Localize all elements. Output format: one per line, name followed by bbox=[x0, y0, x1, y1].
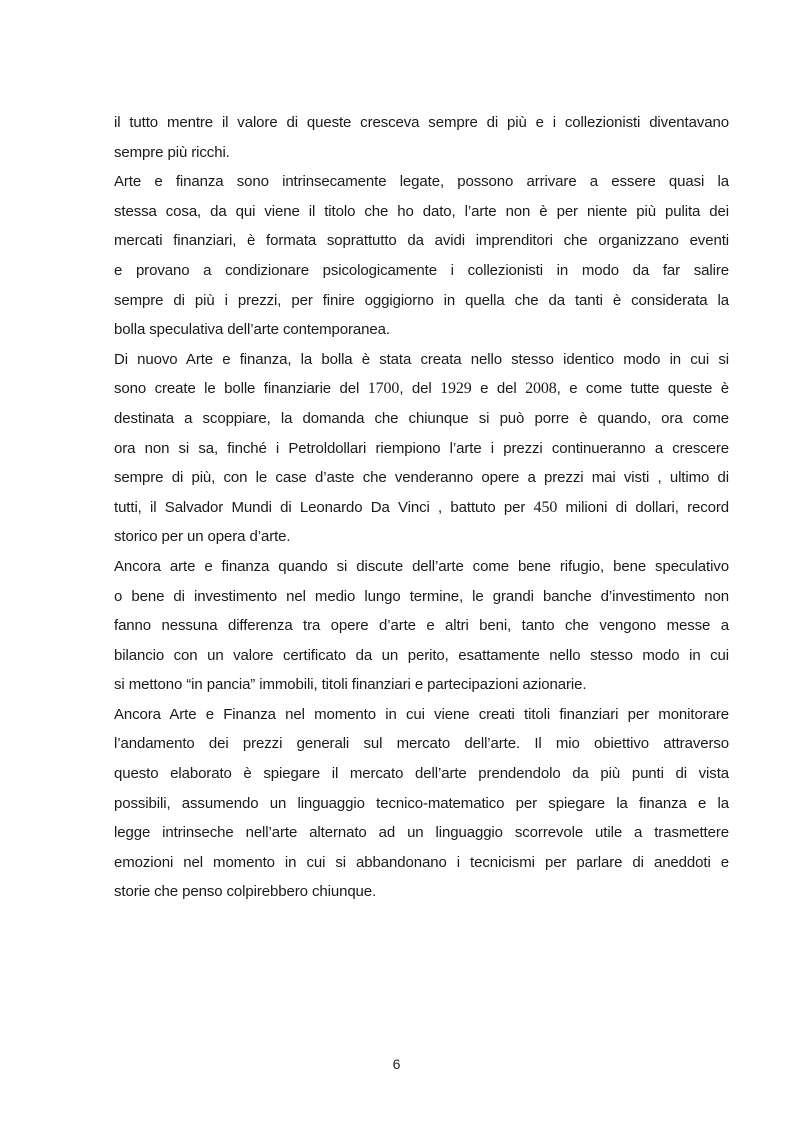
text-segment: possibili, assumendo un linguaggio tecnico-matematico per spiegare la finanza e la bbox=[114, 794, 729, 812]
text-line bbox=[114, 138, 729, 168]
text-segment: o bene di investimento nel medio lungo termine, le grandi banche d’investimento non bbox=[114, 587, 729, 605]
text-line bbox=[114, 611, 729, 641]
text-line bbox=[114, 256, 729, 286]
text-segment: sempre di più, con le case d’aste che venderanno opere a prezzi mai visti , ultimo di bbox=[114, 469, 729, 487]
text-segment: destinata a scoppiare, la domanda che chiunque si può porre è quando, ora come bbox=[114, 409, 729, 427]
text-segment: Arte e finanza sono intrinsecamente legate, possono arrivare a essere quasi la bbox=[114, 173, 729, 191]
page-number: 6 bbox=[392, 1056, 401, 1072]
text-segment: sempre più ricchi. bbox=[114, 143, 230, 161]
text-line bbox=[114, 108, 729, 138]
year-number: 1700 bbox=[367, 380, 400, 398]
text-line bbox=[114, 848, 729, 878]
text-line bbox=[114, 522, 729, 552]
year-number: 2008 bbox=[525, 380, 557, 398]
text-segment: Ancora Arte e Finanza nel momento in cui viene creati titoli finanziari per monitorare bbox=[114, 705, 729, 723]
year-number: 450 bbox=[533, 498, 558, 516]
text-line bbox=[114, 877, 729, 907]
text-segment: tutti, il Salvador Mundi di Leonardo Da Vinci , battuto per bbox=[114, 498, 534, 516]
text-segment: sempre di più i prezzi, per finire oggigiorno in quella che da tanti è considerata la bbox=[114, 291, 729, 309]
text-segment: ora non si sa, finché i Petroldollari riempiono l’arte i prezzi continueranno a crescere bbox=[114, 439, 729, 457]
text-line bbox=[114, 729, 729, 759]
text-segment: stessa cosa, da qui viene il titolo che ho dato, l’arte non è per niente più pulita dei bbox=[114, 202, 729, 220]
text-line bbox=[114, 759, 729, 789]
text-line bbox=[114, 345, 729, 375]
text-segment: Ancora arte e finanza quando si discute dell’arte come bene rifugio, bene speculativo bbox=[114, 557, 729, 575]
text-segment: bilancio con un valore certificato da un perito, esattamente nello stesso modo in cui bbox=[114, 646, 729, 664]
text-line bbox=[114, 167, 729, 197]
text-segment: l’andamento dei prezzi generali sul mercato dell’arte. Il mio obiettivo attraverso bbox=[114, 735, 729, 753]
text-line bbox=[114, 582, 729, 612]
text-segment: sono create le bolle finanziarie del bbox=[114, 380, 368, 398]
text-line bbox=[114, 670, 729, 700]
text-segment: mercati finanziari, è formata soprattutto da avidi imprenditori che organizzano eventi bbox=[114, 232, 729, 250]
text-line bbox=[114, 315, 729, 345]
text-line bbox=[114, 700, 729, 730]
text-line bbox=[114, 404, 729, 434]
text-line bbox=[114, 434, 729, 464]
text-line bbox=[114, 463, 729, 493]
text-segment: , e come tutte queste è bbox=[556, 380, 729, 398]
text-line bbox=[114, 226, 729, 256]
text-segment: e provano a condizionare psicologicamente i collezionisti in modo da far salire bbox=[114, 261, 729, 279]
year-number: 1929 bbox=[440, 380, 472, 398]
text-segment: il tutto mentre il valore di queste cresceva sempre di più e i collezionisti diventavano bbox=[114, 114, 729, 131]
text-segment: emozioni nel momento in cui si abbandonano i tecnicismi per parlare di aneddoti e bbox=[114, 853, 729, 871]
text-line bbox=[114, 286, 729, 316]
text-segment: milioni di dollari, record bbox=[557, 498, 729, 516]
text-segment: bolla speculativa dell’arte contemporanea. bbox=[114, 321, 390, 339]
text-line bbox=[114, 818, 729, 848]
text-segment: , del bbox=[399, 380, 441, 398]
text-line bbox=[114, 374, 729, 404]
text-segment: e del bbox=[471, 380, 526, 398]
body-text bbox=[114, 108, 729, 907]
text-line bbox=[114, 552, 729, 582]
text-segment: si mettono “in pancia” immobili, titoli finanziari e partecipazioni azionarie. bbox=[114, 676, 587, 694]
text-line bbox=[114, 493, 729, 523]
text-segment: Di nuovo Arte e finanza, la bolla è stata creata nello stesso identico modo in cui si bbox=[114, 350, 729, 368]
text-segment: fanno nessuna differenza tra opere d’arte e altri beni, tanto che vengono messe a bbox=[114, 617, 729, 635]
text-segment: storie che penso colpirebbero chiunque. bbox=[114, 883, 377, 901]
text-line bbox=[114, 789, 729, 819]
text-segment: questo elaborato è spiegare il mercato dell’arte prendendolo da più punti di vista bbox=[114, 765, 729, 783]
text-line bbox=[114, 641, 729, 671]
text-segment: legge intrinseche nell’arte alternato ad un linguaggio scorrevole utile a trasmettere bbox=[114, 824, 729, 842]
text-segment: storico per un opera d’arte. bbox=[114, 528, 291, 546]
text-line bbox=[114, 197, 729, 227]
